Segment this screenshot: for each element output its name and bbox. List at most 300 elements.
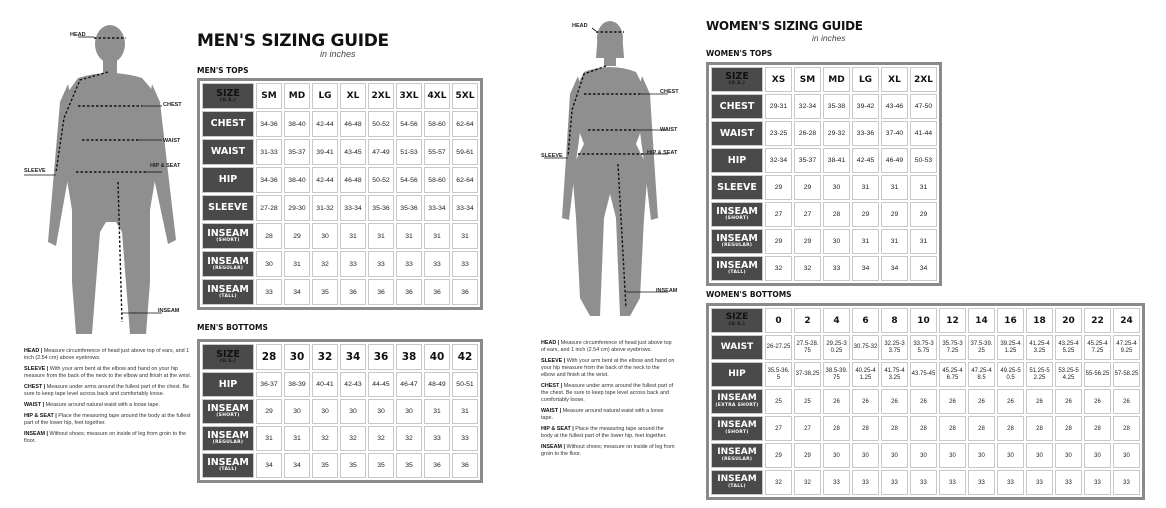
table-cell: 29: [794, 175, 821, 200]
table-row: [711, 94, 937, 119]
table-cell: 34: [256, 453, 282, 478]
table-cell: 29: [765, 175, 792, 200]
table-cell: 31: [910, 229, 937, 254]
table-cell: 43-46: [881, 94, 908, 119]
size-header-cell: 3XL: [396, 83, 422, 109]
table-cell: 32: [794, 256, 821, 281]
table-cell: 42-45: [852, 148, 879, 173]
table-cell: 36: [368, 279, 394, 305]
size-header-cell: 22: [1084, 308, 1111, 333]
table-cell: 33-36: [852, 121, 879, 146]
size-header-cell: 32: [312, 344, 338, 370]
size-header-cell: 40: [424, 344, 450, 370]
table-cell: 32: [312, 426, 338, 451]
table-cell: 44-45: [368, 372, 394, 397]
table-cell: 30: [823, 175, 850, 200]
table-cell: 34-36: [256, 167, 282, 193]
table-cell: 38.5-39.75: [823, 362, 850, 387]
row-label: SIZE (U.S.): [202, 344, 254, 370]
table-cell: 33.75-35.75: [910, 335, 937, 360]
table-cell: 36-37: [256, 372, 282, 397]
table-cell: 26: [881, 389, 908, 414]
size-header-cell: SM: [256, 83, 282, 109]
table-cell: 31: [852, 229, 879, 254]
row-label: INSEAM (SHORT): [202, 223, 254, 249]
table-cell: 31: [881, 229, 908, 254]
row-label: HIP: [711, 148, 763, 173]
table-cell: 30: [312, 223, 338, 249]
table-cell: 29: [765, 229, 792, 254]
table-cell: 29: [794, 229, 821, 254]
women-head-callout: HEAD: [572, 23, 588, 29]
men-measure-notes: [24, 348, 194, 449]
row-label: INSEAM (SHORT): [711, 416, 763, 441]
table-cell: 28: [1113, 416, 1140, 441]
row-label: SLEEVE: [711, 175, 763, 200]
table-row: [711, 121, 937, 146]
row-label: INSEAM (TALL): [711, 470, 763, 495]
row-label: SIZE (U.S.): [711, 67, 763, 92]
table-cell: 31: [424, 399, 450, 424]
table-cell: 35-36: [368, 195, 394, 221]
table-cell: 30: [968, 443, 995, 468]
table-cell: 33: [452, 426, 478, 451]
table-cell: 33: [1084, 470, 1111, 495]
table-cell: 31: [284, 251, 310, 277]
table-cell: 33: [396, 251, 422, 277]
table-cell: 26-28: [794, 121, 821, 146]
table-cell: 28: [881, 416, 908, 441]
table-cell: 35: [312, 279, 338, 305]
table-cell: 35-38: [823, 94, 850, 119]
table-cell: 37-40: [881, 121, 908, 146]
women-inseam-callout: INSEAM: [656, 288, 678, 294]
table-cell: 59-61: [452, 139, 478, 165]
row-label: INSEAM (SHORT): [711, 202, 763, 227]
table-cell: 28: [256, 223, 282, 249]
table-row: [202, 372, 478, 397]
table-cell: 33: [910, 470, 937, 495]
note-waist: WAIST | Measure around natural waist with a loose tape.: [24, 402, 161, 408]
table-cell: 27-28: [256, 195, 282, 221]
table-cell: 38-39: [284, 372, 310, 397]
table-cell: 30: [910, 443, 937, 468]
table-cell: 32: [368, 426, 394, 451]
size-header-cell: XL: [881, 67, 908, 92]
table-cell: 30: [284, 399, 310, 424]
table-cell: 47-49: [368, 139, 394, 165]
table-cell: 45.25-46.75: [939, 362, 966, 387]
size-header-cell: 14: [968, 308, 995, 333]
table-cell: 27: [765, 202, 792, 227]
table-cell: 30: [823, 229, 850, 254]
table-cell: 40-41: [312, 372, 338, 397]
table-cell: 50-52: [368, 167, 394, 193]
table-cell: 30: [368, 399, 394, 424]
row-label: INSEAM (SHORT): [202, 399, 254, 424]
table-cell: 41.25-43.25: [1026, 335, 1053, 360]
table-row: [202, 111, 478, 137]
table-cell: 42-43: [340, 372, 366, 397]
table-cell: 46-48: [340, 167, 366, 193]
table-cell: 26: [1113, 389, 1140, 414]
women-measure-notes: [541, 340, 675, 462]
table-cell: 33: [823, 470, 850, 495]
table-cell: 26: [1026, 389, 1053, 414]
table-cell: 30: [1055, 443, 1082, 468]
men-chest-callout: CHEST: [163, 102, 182, 108]
table-cell: 29: [284, 223, 310, 249]
size-header-cell: 28: [256, 344, 282, 370]
table-cell: 34: [881, 256, 908, 281]
women-hip-seat-callout: HIP & SEAT: [647, 150, 678, 156]
table-cell: 26: [939, 389, 966, 414]
table-cell: 32-34: [765, 148, 792, 173]
size-header-row: [711, 308, 1140, 333]
table-cell: 26: [910, 389, 937, 414]
table-row: [202, 399, 478, 424]
size-header-cell: MD: [823, 67, 850, 92]
table-cell: 35: [340, 453, 366, 478]
table-cell: 48-49: [424, 372, 450, 397]
table-cell: 36: [424, 279, 450, 305]
row-label: WAIST: [202, 139, 254, 165]
table-cell: 36: [340, 279, 366, 305]
table-cell: 45.25-47.25: [1084, 335, 1111, 360]
row-label: SLEEVE: [202, 195, 254, 221]
table-row: [711, 416, 1140, 441]
table-cell: 29: [881, 202, 908, 227]
table-row: [202, 279, 478, 305]
table-cell: 28: [823, 202, 850, 227]
row-label: INSEAM (REGULAR): [711, 229, 763, 254]
size-header-cell: 24: [1113, 308, 1140, 333]
row-label: INSEAM (TALL): [711, 256, 763, 281]
size-header-cell: 36: [368, 344, 394, 370]
table-cell: 28: [852, 416, 879, 441]
table-cell: 28: [997, 416, 1024, 441]
size-header-cell: 30: [284, 344, 310, 370]
note-waist: WAIST | Measure around natural waist with a loose tape.: [541, 408, 664, 421]
table-cell: 31: [910, 175, 937, 200]
table-cell: 33: [1026, 470, 1053, 495]
table-cell: 47-50: [910, 94, 937, 119]
table-cell: 27: [794, 202, 821, 227]
size-header-cell: 2XL: [368, 83, 394, 109]
female-body-figure: [540, 18, 700, 320]
size-header-cell: 4XL: [424, 83, 450, 109]
women-waist-callout: WAIST: [660, 127, 678, 133]
size-header-cell: XS: [765, 67, 792, 92]
table-cell: 31: [368, 223, 394, 249]
table-cell: 55-57: [424, 139, 450, 165]
note-inseam: INSEAM | Without shoes; measure on inside of leg from groin to the floor.: [24, 431, 187, 444]
table-cell: 36: [452, 279, 478, 305]
table-cell: 30: [881, 443, 908, 468]
table-row: [711, 335, 1140, 360]
women-chest-callout: CHEST: [660, 89, 679, 95]
table-row: [202, 167, 478, 193]
table-cell: 29-31: [765, 94, 792, 119]
table-cell: 36: [452, 453, 478, 478]
table-cell: 31: [452, 223, 478, 249]
size-header-cell: MD: [284, 83, 310, 109]
table-cell: 30: [1084, 443, 1111, 468]
size-header-cell: 0: [765, 308, 792, 333]
table-cell: 33: [424, 426, 450, 451]
note-sleeve: SLEEVE | With your arm bent at the elbow and hand on your hip measure from the back of the neck to the elbow and finish at the wrist.: [24, 366, 192, 379]
table-row: [711, 470, 1140, 495]
table-cell: 33: [968, 470, 995, 495]
note-head: HEAD | Measure circumference of head just above top of ears, and 1 inch (2.54 cm) above eyebrows.: [24, 348, 190, 361]
note-head: HEAD | Measure circumference of head just above top of ears, and 1 inch (2.54 cm) above eyebrows.: [541, 340, 672, 353]
table-cell: 42-44: [312, 167, 338, 193]
table-cell: 29: [852, 202, 879, 227]
men-guide-title: MEN'S SIZING GUIDE: [197, 31, 389, 51]
table-cell: 31-32: [312, 195, 338, 221]
table-cell: 30: [396, 399, 422, 424]
table-cell: 29-32: [823, 121, 850, 146]
table-row: [711, 443, 1140, 468]
table-cell: 28: [939, 416, 966, 441]
table-cell: 55-56.25: [1084, 362, 1111, 387]
table-cell: 33: [997, 470, 1024, 495]
table-row: [711, 256, 937, 281]
table-cell: 33: [823, 256, 850, 281]
row-label: INSEAM (TALL): [202, 453, 254, 478]
table-cell: 30: [340, 399, 366, 424]
table-cell: 34: [852, 256, 879, 281]
men-tops-title: MEN'S TOPS: [197, 66, 249, 75]
row-label: SIZE (U.S.): [202, 83, 254, 109]
table-cell: 33: [881, 470, 908, 495]
table-cell: 33: [424, 251, 450, 277]
table-cell: 40.25-41.25: [852, 362, 879, 387]
table-cell: 32: [312, 251, 338, 277]
size-header-cell: 18: [1026, 308, 1053, 333]
male-body-figure: [18, 22, 190, 344]
table-cell: 31: [852, 175, 879, 200]
table-cell: 28: [968, 416, 995, 441]
men-guide-subtitle: in inches: [320, 49, 356, 59]
men-hip-seat-callout: HIP & SEAT: [150, 163, 181, 169]
table-cell: 26: [968, 389, 995, 414]
table-cell: 26: [823, 389, 850, 414]
table-cell: 30: [997, 443, 1024, 468]
table-cell: 37.5-39.25: [968, 335, 995, 360]
size-header-cell: 10: [910, 308, 937, 333]
table-cell: 31: [256, 426, 282, 451]
note-hip-seat: HIP & SEAT | Place the measuring tape around the body at the fullest part of the lower hip, feet together.: [541, 426, 667, 439]
table-cell: 33: [452, 251, 478, 277]
men-bottoms-title: MEN'S BOTTOMS: [197, 323, 268, 332]
table-cell: 30: [823, 443, 850, 468]
table-cell: 54-56: [396, 111, 422, 137]
table-row: [202, 251, 478, 277]
table-row: [711, 229, 937, 254]
table-cell: 30: [939, 443, 966, 468]
women-sleeve-callout: SLEEVE: [541, 153, 563, 159]
row-label: HIP: [711, 362, 763, 387]
table-cell: 35-37: [284, 139, 310, 165]
size-header-cell: 16: [997, 308, 1024, 333]
table-cell: 57-58.25: [1113, 362, 1140, 387]
table-cell: 33: [939, 470, 966, 495]
women-guide-title: WOMEN'S SIZING GUIDE: [706, 19, 863, 33]
table-cell: 39.25-41.25: [997, 335, 1024, 360]
size-header-cell: 20: [1055, 308, 1082, 333]
table-cell: 41-44: [910, 121, 937, 146]
table-cell: 27: [794, 416, 821, 441]
size-header-cell: 12: [939, 308, 966, 333]
table-cell: 26: [997, 389, 1024, 414]
table-cell: 32: [765, 470, 792, 495]
table-cell: 32: [396, 426, 422, 451]
table-cell: 26-27.25: [765, 335, 792, 360]
size-header-cell: 42: [452, 344, 478, 370]
table-cell: 32.25-33.75: [881, 335, 908, 360]
table-cell: 34: [284, 279, 310, 305]
table-cell: 30: [256, 251, 282, 277]
men-waist-callout: WAIST: [163, 138, 181, 144]
women-bottoms-table: [706, 303, 1145, 500]
table-cell: 29: [256, 399, 282, 424]
row-label: HIP: [202, 167, 254, 193]
table-row: [711, 389, 1140, 414]
note-hip-seat: HIP & SEAT | Place the measuring tape around the body at the fullest part of the lower hip, feet together.: [24, 413, 191, 426]
table-cell: 32: [794, 470, 821, 495]
table-cell: 36: [424, 453, 450, 478]
table-cell: 28: [1055, 416, 1082, 441]
row-label: INSEAM (REGULAR): [202, 251, 254, 277]
table-row: [711, 175, 937, 200]
table-cell: 35: [368, 453, 394, 478]
table-cell: 46-48: [340, 111, 366, 137]
table-cell: 35.75-37.25: [939, 335, 966, 360]
size-header-cell: 5XL: [452, 83, 478, 109]
table-cell: 29: [910, 202, 937, 227]
table-row: [202, 223, 478, 249]
table-cell: 33: [368, 251, 394, 277]
table-cell: 31: [452, 399, 478, 424]
table-row: [202, 195, 478, 221]
table-cell: 50-52: [368, 111, 394, 137]
men-bottoms-table: [197, 339, 483, 483]
table-cell: 30: [312, 399, 338, 424]
table-cell: 42-44: [312, 111, 338, 137]
table-cell: 28: [1084, 416, 1111, 441]
table-cell: 29: [794, 443, 821, 468]
table-cell: 31-33: [256, 139, 282, 165]
table-cell: 23-25: [765, 121, 792, 146]
women-guide-subtitle: in inches: [812, 33, 846, 43]
table-row: [202, 426, 478, 451]
table-cell: 31: [424, 223, 450, 249]
table-cell: 34: [284, 453, 310, 478]
table-cell: 46-49: [881, 148, 908, 173]
row-label: INSEAM (REGULAR): [202, 426, 254, 451]
table-cell: 35.5-36.5: [765, 362, 792, 387]
table-row: [711, 202, 937, 227]
table-cell: 31: [881, 175, 908, 200]
table-cell: 33-34: [424, 195, 450, 221]
row-label: INSEAM (TALL): [202, 279, 254, 305]
table-row: [711, 148, 937, 173]
table-cell: 49.25-50.5: [997, 362, 1024, 387]
table-cell: 33: [1055, 470, 1082, 495]
table-cell: 25: [765, 389, 792, 414]
table-cell: 33-34: [340, 195, 366, 221]
table-cell: 50-51: [452, 372, 478, 397]
table-cell: 37-38.25: [794, 362, 821, 387]
men-tops-table: [197, 78, 483, 310]
size-header-cell: 2XL: [910, 67, 937, 92]
table-cell: 26: [1055, 389, 1082, 414]
women-tops-title: WOMEN'S TOPS: [706, 49, 773, 58]
table-cell: 33: [340, 251, 366, 277]
table-cell: 53.25-54.25: [1055, 362, 1082, 387]
table-cell: 51-53: [396, 139, 422, 165]
table-cell: 58-60: [424, 167, 450, 193]
table-cell: 27.5-28.75: [794, 335, 821, 360]
table-cell: 32-34: [794, 94, 821, 119]
size-header-row: [711, 67, 937, 92]
table-cell: 28: [823, 416, 850, 441]
size-header-cell: SM: [794, 67, 821, 92]
table-cell: 29.25-30.25: [823, 335, 850, 360]
table-cell: 35: [312, 453, 338, 478]
row-label: SIZE (U.S.): [711, 308, 763, 333]
table-cell: 47.25-48.5: [968, 362, 995, 387]
table-cell: 43.75-45: [910, 362, 937, 387]
row-label: INSEAM (REGULAR): [711, 443, 763, 468]
table-cell: 46-47: [396, 372, 422, 397]
table-cell: 43.25-45.25: [1055, 335, 1082, 360]
table-cell: 32: [765, 256, 792, 281]
table-cell: 39-42: [852, 94, 879, 119]
table-cell: 34: [910, 256, 937, 281]
table-cell: 30: [1113, 443, 1140, 468]
table-cell: 30: [852, 443, 879, 468]
table-cell: 38-40: [284, 167, 310, 193]
table-cell: 32: [340, 426, 366, 451]
table-cell: 39-41: [312, 139, 338, 165]
table-cell: 31: [284, 426, 310, 451]
table-cell: 50-53: [910, 148, 937, 173]
table-cell: 29-30: [284, 195, 310, 221]
table-cell: 35-36: [396, 195, 422, 221]
table-cell: 51.25-52.25: [1026, 362, 1053, 387]
women-tops-table: [706, 62, 942, 286]
women-bottoms-title: WOMEN'S BOTTOMS: [706, 290, 792, 299]
table-cell: 47.25-49.25: [1113, 335, 1140, 360]
table-cell: 28: [910, 416, 937, 441]
row-label: WAIST: [711, 121, 763, 146]
table-cell: 38-40: [284, 111, 310, 137]
table-cell: 58-60: [424, 111, 450, 137]
table-cell: 54-56: [396, 167, 422, 193]
row-label: CHEST: [711, 94, 763, 119]
size-header-cell: 8: [881, 308, 908, 333]
table-cell: 38-41: [823, 148, 850, 173]
table-cell: 36: [396, 279, 422, 305]
table-cell: 29: [765, 443, 792, 468]
size-header-cell: 4: [823, 308, 850, 333]
table-cell: 41.75-43.25: [881, 362, 908, 387]
table-cell: 34-36: [256, 111, 282, 137]
size-header-cell: LG: [852, 67, 879, 92]
table-cell: 30.75-32: [852, 335, 879, 360]
